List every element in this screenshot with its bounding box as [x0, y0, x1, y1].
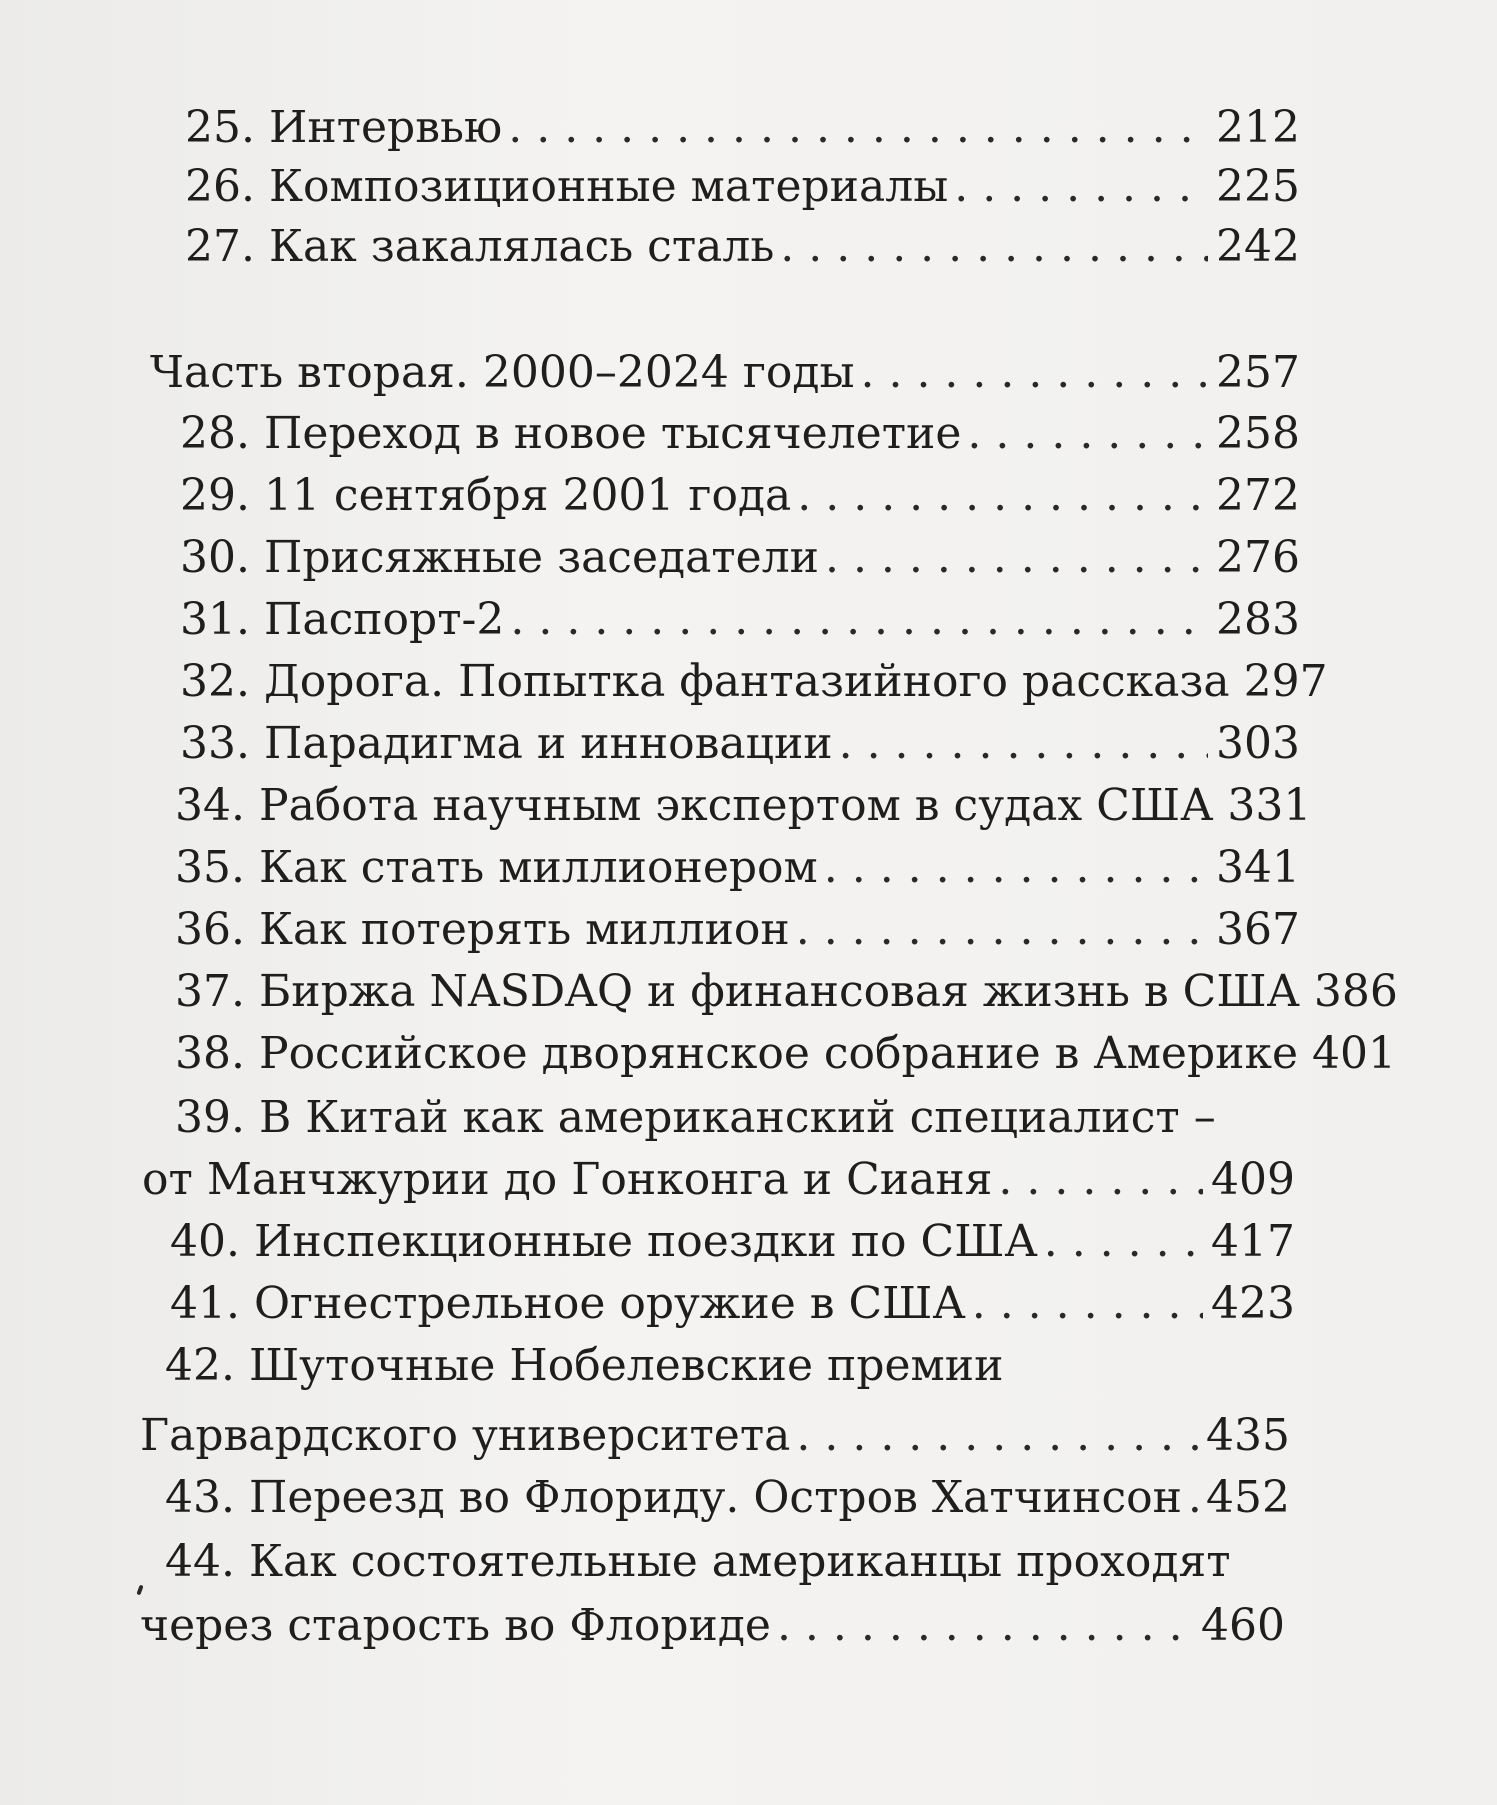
toc-entry	[180, 530, 1300, 586]
toc-entry	[175, 778, 1312, 834]
toc-entry-title: 33. Парадигма и инновации	[180, 718, 833, 769]
toc-entry-page: 401	[1312, 1028, 1396, 1079]
toc-leader-dots	[861, 345, 1209, 401]
toc-entry-page: 386	[1313, 966, 1398, 1017]
toc-entry-page: 367	[1216, 904, 1300, 955]
toc-entry-page: 272	[1216, 470, 1300, 521]
toc-entry-page: 276	[1216, 532, 1300, 583]
toc-entry-page: 225	[1216, 161, 1300, 212]
toc-leader-dots	[777, 1598, 1193, 1654]
toc-leader-dots	[998, 1152, 1203, 1208]
toc-leader-dots	[954, 159, 1208, 215]
toc-entry-title: через старость во Флориде	[140, 1600, 771, 1651]
toc-entry-page: 242	[1216, 221, 1300, 272]
ink-mark	[136, 1585, 143, 1596]
toc-entry-page: 283	[1216, 594, 1300, 645]
toc-entry-page: 258	[1216, 408, 1300, 459]
toc-entry-title: 38. Российское дворянское собрание в Америке	[175, 1028, 1298, 1079]
toc-entry-page: 409	[1211, 1154, 1295, 1205]
toc-entry	[175, 964, 1398, 1020]
toc-entry-page: 460	[1201, 1600, 1285, 1651]
toc-entry-title-line1: 42. Шуточные Нобелевские премии	[165, 1340, 1004, 1391]
toc-leader-dots	[824, 840, 1208, 896]
toc-entry-title: 27. Как закалялась сталь	[185, 221, 775, 272]
toc-entry	[180, 592, 1300, 648]
toc-entry	[185, 100, 1300, 156]
toc-entry	[180, 716, 1300, 772]
toc-leader-dots	[508, 100, 1208, 156]
toc-leader-dots	[510, 592, 1208, 648]
toc-entry	[185, 219, 1300, 275]
toc-entry-page: 435	[1206, 1410, 1290, 1461]
toc-entry	[165, 1470, 1290, 1526]
toc-entry	[170, 1276, 1295, 1332]
toc-entry-title: от Манчжурии до Гонконга и Сианя	[142, 1154, 993, 1205]
toc-entry	[175, 1026, 1396, 1082]
toc-entry	[180, 406, 1300, 462]
toc-leader-dots	[796, 1408, 1198, 1464]
toc-entry-page: 452	[1206, 1472, 1290, 1523]
toc-entry	[142, 1152, 1295, 1208]
toc-leader-dots	[1188, 1470, 1198, 1526]
toc-entry-title: Гарвардского университета	[140, 1410, 791, 1461]
toc-entry-title: 37. Биржа NASDAQ и финансовая жизнь в США	[175, 966, 1300, 1017]
toc-entry-title: 31. Паспорт-2	[180, 594, 505, 645]
toc-leader-dots	[1044, 1214, 1203, 1270]
toc-entry-title: 30. Присяжные заседатели	[180, 532, 819, 583]
toc-entry-title: 43. Переезд во Флориду. Остров Хатчинсон	[165, 1472, 1182, 1523]
toc-entry	[170, 1214, 1295, 1270]
toc-entry	[140, 1598, 1285, 1654]
toc-leader-dots	[780, 219, 1208, 275]
toc-entry-page: 212	[1216, 102, 1300, 153]
toc-entry-page: 303	[1216, 718, 1300, 769]
toc-leader-dots	[839, 716, 1208, 772]
toc-leader-dots	[972, 1276, 1203, 1332]
toc-entry-title-line1: 39. В Китай как американский специалист –	[175, 1092, 1216, 1143]
toc-entry-page: 417	[1211, 1216, 1295, 1267]
toc-entry-title-line1: 44. Как состоятельные американцы проходят	[165, 1536, 1231, 1587]
toc-leader-dots	[796, 902, 1208, 958]
toc-entry	[180, 468, 1300, 524]
toc-entry	[185, 159, 1300, 215]
toc-entry-title: 36. Как потерять миллион	[175, 904, 790, 955]
toc-entry-title: 35. Как стать миллионером	[175, 842, 818, 893]
toc-entry-title: 41. Огнестрельное оружие в США	[170, 1278, 966, 1329]
toc-entry-page: 331	[1227, 780, 1312, 831]
toc-entry-title: 32. Дорога. Попытка фантазийного рассказа	[180, 656, 1230, 707]
toc-leader-dots	[797, 468, 1208, 524]
toc-entry-page: 297	[1243, 656, 1328, 707]
toc-entry-title: 28. Переход в новое тысячелетие	[180, 408, 962, 459]
toc-part-heading	[150, 345, 1300, 401]
toc-entry	[140, 1408, 1290, 1464]
toc-entry	[175, 840, 1300, 896]
toc-entry-page: 423	[1211, 1278, 1295, 1329]
toc-entry-title: 26. Композиционные материалы	[185, 161, 949, 212]
toc-entry-page: 257	[1216, 347, 1300, 398]
toc-entry-title: Часть вторая. 2000–2024 годы	[150, 347, 855, 398]
toc-entry	[175, 902, 1300, 958]
toc-entry-title: 40. Инспекционные поездки по США	[170, 1216, 1038, 1267]
toc-entry	[180, 654, 1328, 710]
toc-leader-dots	[967, 406, 1208, 462]
toc-entry-title: 29. 11 сентября 2001 года	[180, 470, 792, 521]
toc-leader-dots	[825, 530, 1208, 586]
toc-entry-title: 25. Интервью	[185, 102, 503, 153]
toc-entry-page: 341	[1216, 842, 1300, 893]
toc-entry-title: 34. Работа научным экспертом в судах США	[175, 780, 1214, 831]
